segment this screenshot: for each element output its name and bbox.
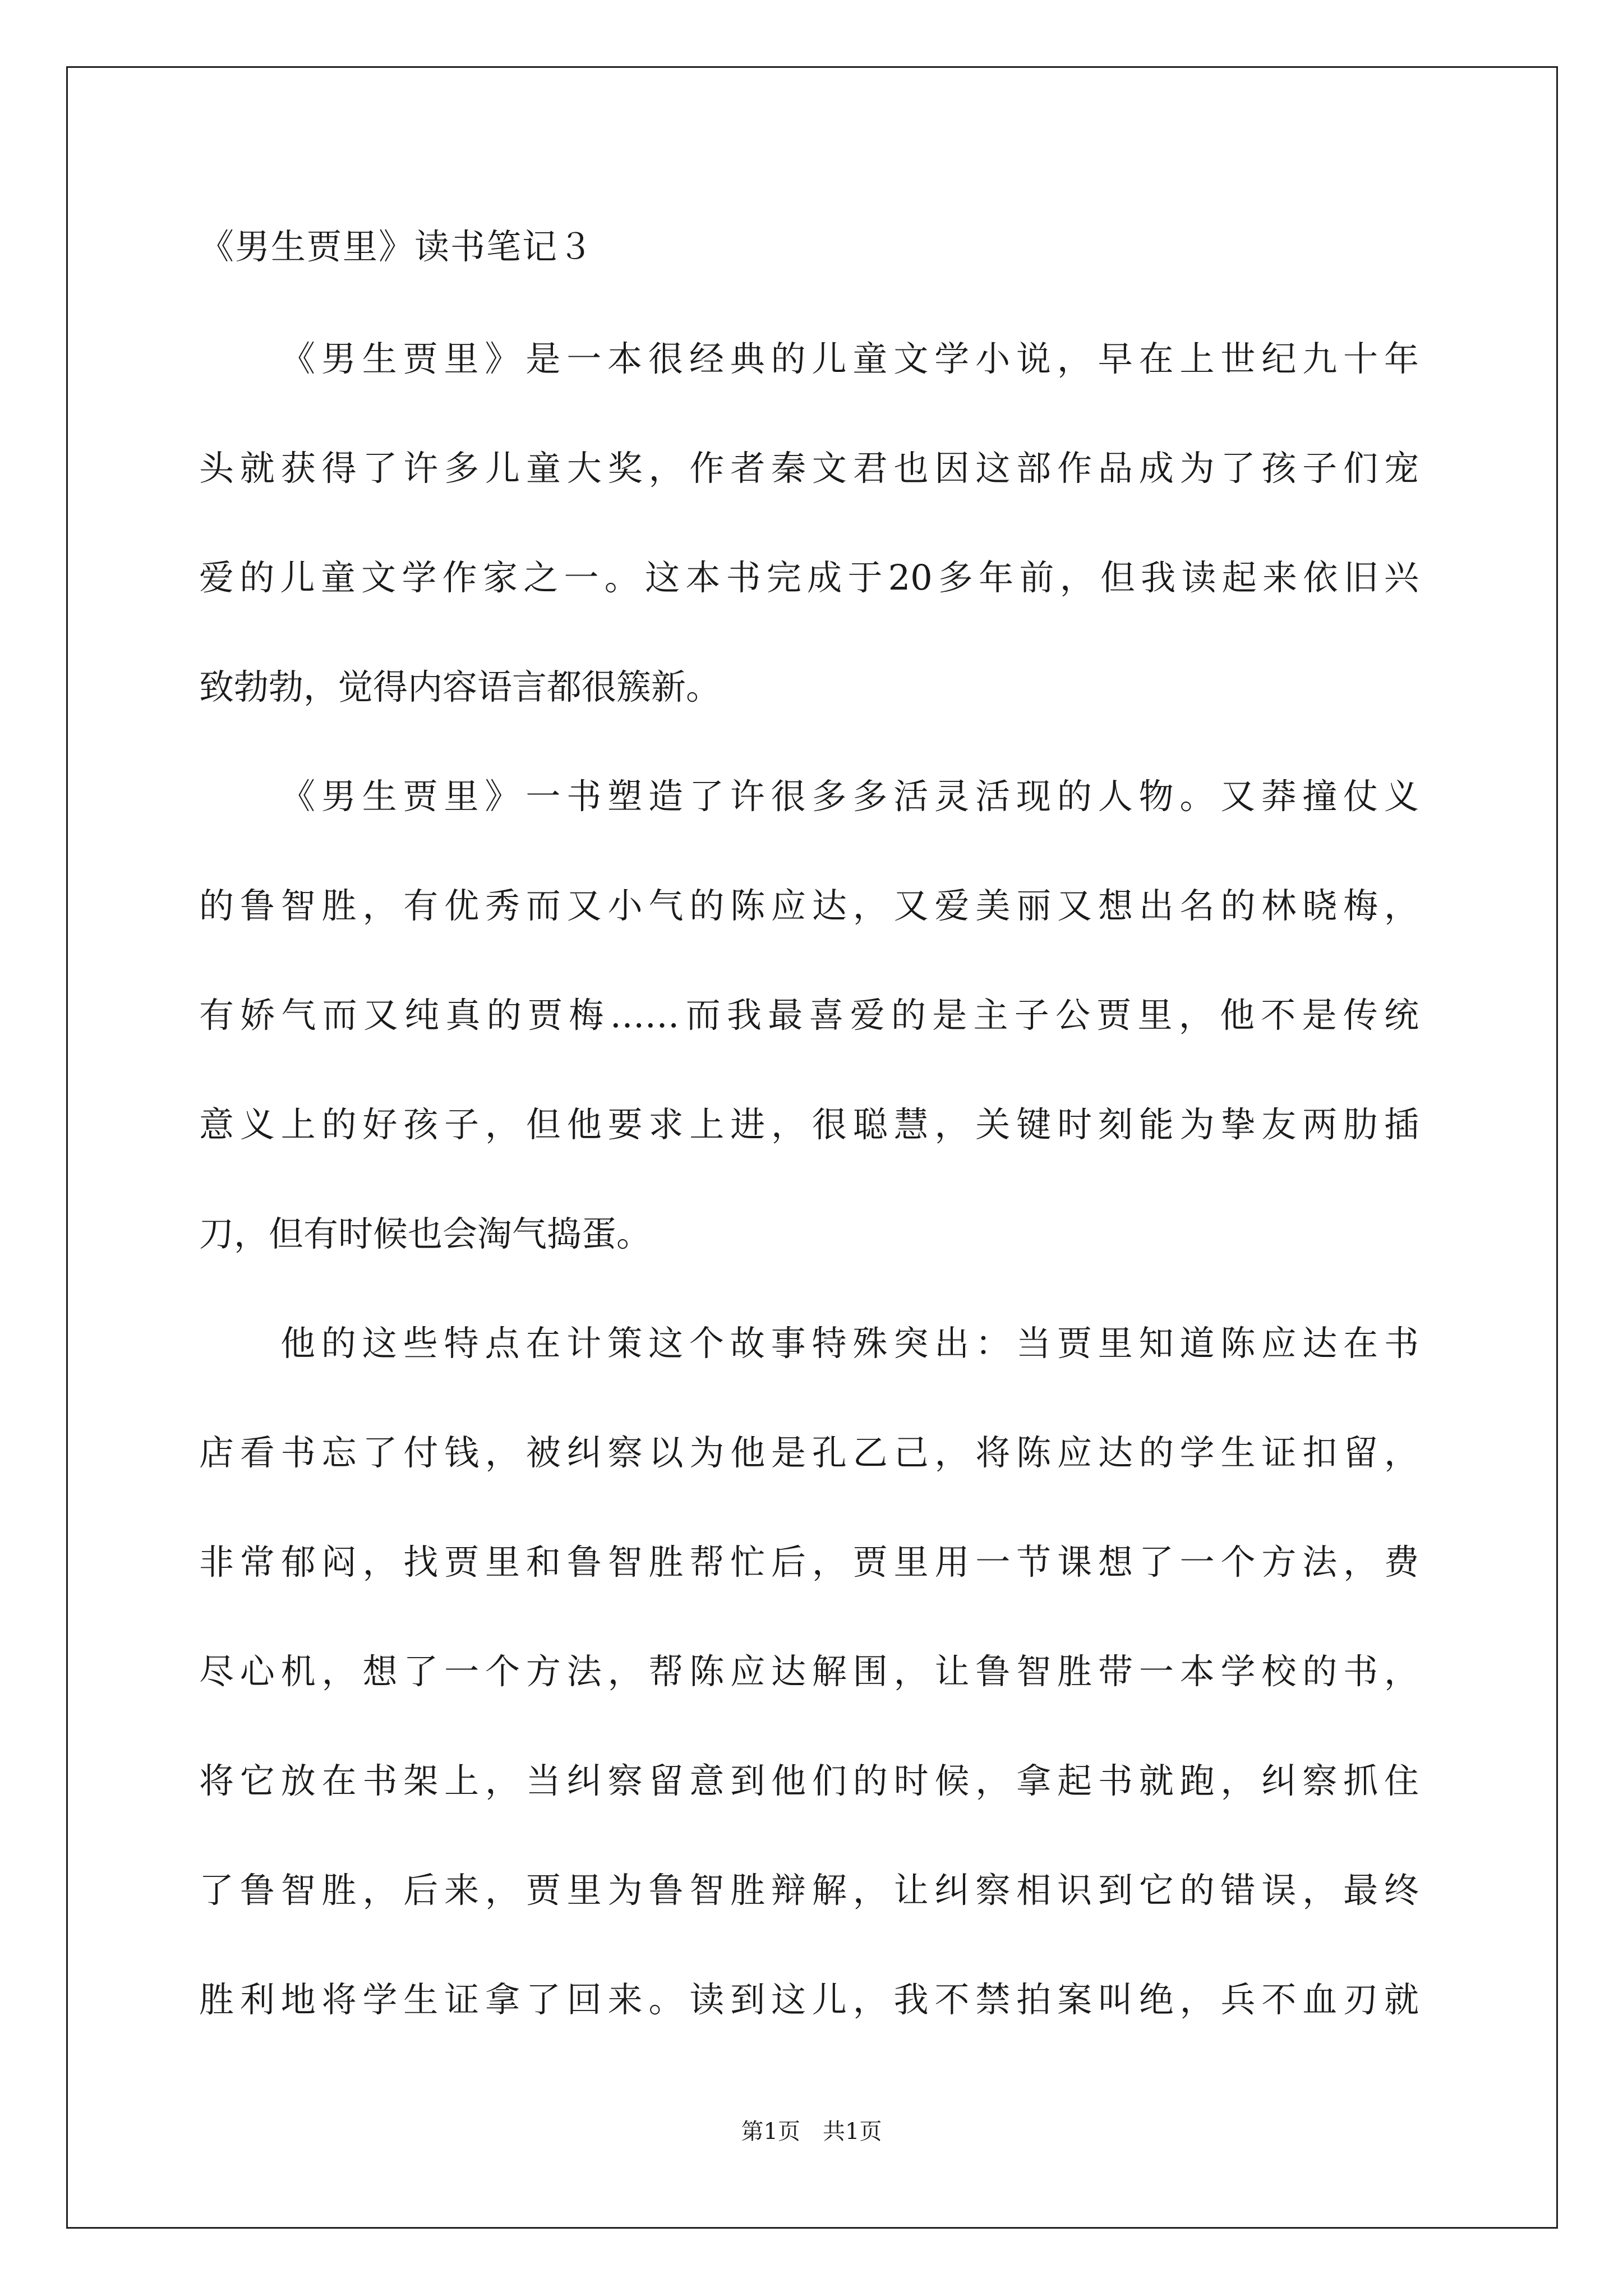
paragraph-3-line-5: 将它放在书架上，当纠察留意到他们的时候，拿起书就跑，纠察抓住: [199, 1760, 1419, 1801]
paragraph-2-line-2: 的鲁智胜，有优秀而又小气的陈应达，又爱美丽又想出名的林晓梅，: [199, 885, 1419, 926]
paragraph-3-line-2: 店看书忘了付钱，被纠察以为他是孔乙己，将陈应达的学生证扣留，: [199, 1432, 1419, 1473]
paragraph-3-line-6: 了鲁智胜，后来，贾里为鲁智胜辩解，让纠察相识到它的错误，最终: [199, 1870, 1419, 1911]
paragraph-2-line-5: 刀，但有时候也会淘气捣蛋。: [199, 1213, 652, 1254]
paragraph-1-line-4: 致勃勃，觉得内容语言都很簇新。: [199, 666, 721, 707]
paragraph-1-line-1: 《男生贾里》是一本很经典的儿童文学小说，早在上世纪九十年: [280, 338, 1419, 379]
paragraph-2-line-3: 有娇气而又纯真的贾梅……而我最喜爱的是主子公贾里，他不是传统: [199, 995, 1419, 1036]
paragraph-1-line-3: 爱的儿童文学作家之一。这本书完成于20多年前，但我读起来依旧兴: [199, 557, 1419, 598]
paragraph-2-line-4: 意义上的好孩子，但他要求上进，很聪慧，关键时刻能为挚友两肋插: [199, 1104, 1419, 1145]
paragraph-2-line-1: 《男生贾里》一书塑造了许很多多活灵活现的人物。又莽撞仗义: [280, 776, 1419, 817]
paragraph-1-line-2: 头就获得了许多儿童大奖，作者秦文君也因这部作品成为了孩子们宠: [199, 448, 1419, 489]
paragraph-3-line-7: 胜利地将学生证拿了回来。读到这儿，我不禁拍案叫绝，兵不血刃就: [199, 1979, 1419, 2020]
paragraph-3-line-4: 尽心机，想了一个方法，帮陈应达解围，让鲁智胜带一本学校的书，: [199, 1651, 1419, 1692]
paragraph-3-line-1: 他的这些特点在计策这个故事特殊突出：当贾里知道陈应达在书: [280, 1323, 1419, 1364]
page-number-footer: 第1页 共1页: [741, 2119, 882, 2145]
paragraph-3-line-3: 非常郁闷，找贾里和鲁智胜帮忙后，贾里用一节课想了一个方法，费: [199, 1542, 1419, 1582]
document-title: 《男生贾里》读书笔记３: [199, 226, 594, 267]
